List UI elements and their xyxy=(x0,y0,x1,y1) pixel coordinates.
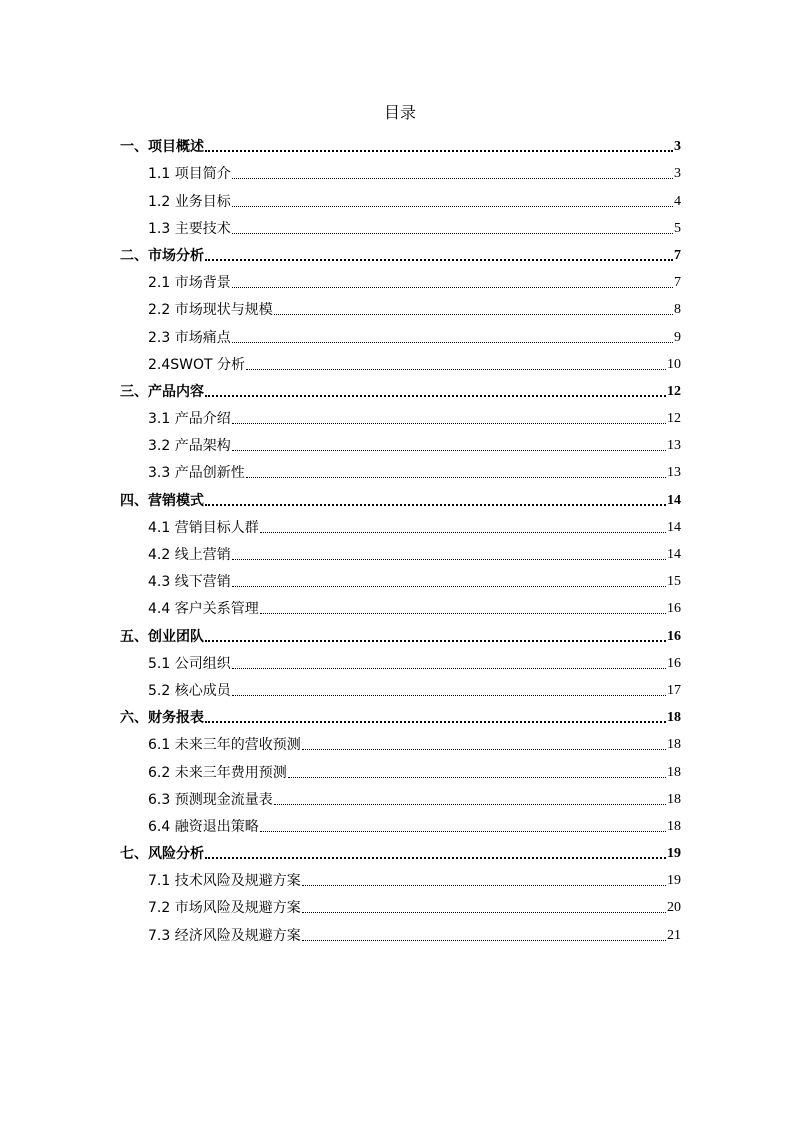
toc-entry-label: 六、财务报表 xyxy=(120,710,204,727)
toc-dot-leader xyxy=(205,640,666,642)
toc-chapter-entry[interactable] xyxy=(120,484,681,511)
toc-entry-page-number: 16 xyxy=(667,628,681,644)
toc-section-entry[interactable] xyxy=(120,784,681,811)
toc-dot-leader xyxy=(302,940,666,941)
toc-dot-leader xyxy=(302,749,666,750)
toc-chapter-entry[interactable] xyxy=(120,131,681,158)
toc-entry-page-number: 19 xyxy=(667,873,681,889)
toc-entry-page-number: 18 xyxy=(667,764,681,780)
toc-section-entry[interactable] xyxy=(120,756,681,783)
toc-entry-label: 4.1 营销目标人群 xyxy=(148,519,259,536)
toc-section-entry[interactable] xyxy=(120,539,681,566)
toc-entry-label: 6.4 融资退出策略 xyxy=(148,818,259,835)
toc-chapter-entry[interactable] xyxy=(120,620,681,647)
toc-chapter-entry[interactable] xyxy=(120,702,681,729)
toc-entry-label: 3.2 产品架构 xyxy=(148,438,231,455)
toc-dot-leader xyxy=(260,613,666,614)
toc-entry-page-number: 12 xyxy=(667,383,681,399)
toc-entry-page-number: 7 xyxy=(674,275,681,291)
toc-section-entry[interactable] xyxy=(120,294,681,321)
toc-entry-page-number: 13 xyxy=(667,465,681,481)
toc-entry-page-number: 15 xyxy=(667,574,681,590)
toc-entry-page-number: 14 xyxy=(667,492,681,508)
toc-entry-label: 2.2 市场现状与规模 xyxy=(148,302,273,319)
toc-section-entry[interactable] xyxy=(120,648,681,675)
toc-dot-leader xyxy=(232,342,673,343)
toc-entry-page-number: 10 xyxy=(667,356,681,372)
toc-entry-label: 5.2 核心成员 xyxy=(148,682,231,699)
toc-section-entry[interactable] xyxy=(120,403,681,430)
toc-entry-page-number: 19 xyxy=(667,846,681,862)
toc-entry-label: 5.1 公司组织 xyxy=(148,655,231,672)
toc-title: 目录 xyxy=(383,103,416,122)
toc-dot-leader xyxy=(232,695,666,696)
toc-entry-page-number: 17 xyxy=(667,682,681,698)
toc-entry-label: 4.2 线上营销 xyxy=(148,547,231,563)
toc-entry-page-number: 5 xyxy=(674,220,681,236)
toc-section-entry[interactable] xyxy=(120,811,681,838)
toc-entry-page-number: 3 xyxy=(674,139,681,155)
toc-dot-leader xyxy=(232,586,666,587)
toc-section-entry[interactable] xyxy=(120,457,681,484)
toc-entry-page-number: 3 xyxy=(674,166,681,182)
toc-entry-page-number: 13 xyxy=(667,438,681,454)
toc-section-entry[interactable] xyxy=(120,185,681,212)
toc-dot-leader xyxy=(205,395,666,397)
toc-entry-label: 一、项目概述 xyxy=(120,139,204,156)
toc-dot-leader xyxy=(232,233,673,234)
toc-dot-leader xyxy=(232,287,673,288)
toc-entry-label: 3.1 产品介绍 xyxy=(148,411,231,428)
toc-dot-leader xyxy=(232,668,666,669)
toc-entry-page-number: 21 xyxy=(667,927,681,943)
toc-dot-leader xyxy=(205,857,666,859)
toc-section-entry[interactable] xyxy=(120,729,681,756)
toc-dot-leader xyxy=(205,504,666,506)
toc-section-entry[interactable] xyxy=(120,158,681,185)
toc-entry-label: 4.3 线下营销 xyxy=(148,574,231,591)
toc-entry-label: 6.2 未来三年费用预测 xyxy=(148,764,287,781)
toc-entry-label: 五、创业团队 xyxy=(120,628,204,645)
toc-entry-page-number: 18 xyxy=(667,818,681,834)
toc-entry-page-number: 14 xyxy=(667,547,681,562)
toc-section-entry[interactable] xyxy=(120,675,681,702)
toc-entry-label: 4.4 客户关系管理 xyxy=(148,601,259,618)
toc-entry-page-number: 18 xyxy=(667,737,681,753)
toc-entry-label: 7.1 技术风险及规避方案 xyxy=(148,873,301,890)
toc-chapter-entry[interactable] xyxy=(120,240,681,267)
toc-dot-leader xyxy=(274,804,666,805)
toc-entry-label: 1.1 项目简介 xyxy=(148,166,231,183)
table-of-contents xyxy=(120,131,681,947)
toc-dot-leader xyxy=(232,178,673,179)
toc-entry-page-number: 18 xyxy=(667,791,681,807)
toc-entry-page-number: 8 xyxy=(674,302,681,318)
toc-entry-label: 1.3 主要技术 xyxy=(148,220,231,237)
toc-dot-leader xyxy=(232,450,666,451)
toc-section-entry[interactable] xyxy=(120,321,681,348)
toc-entry-label: 三、产品内容 xyxy=(120,383,204,400)
toc-entry-page-number: 18 xyxy=(667,710,681,726)
toc-dot-leader xyxy=(205,721,666,723)
toc-entry-label: 二、市场分析 xyxy=(120,247,204,264)
toc-dot-leader xyxy=(260,831,666,832)
toc-dot-leader xyxy=(232,559,666,560)
toc-dot-leader xyxy=(302,912,666,913)
toc-entry-page-number: 14 xyxy=(667,519,681,535)
toc-section-entry[interactable] xyxy=(120,593,681,620)
toc-entry-label: 四、营销模式 xyxy=(120,492,204,509)
toc-entry-label: 7.3 经济风险及规避方案 xyxy=(148,927,301,944)
toc-section-entry[interactable] xyxy=(120,349,681,376)
toc-entry-page-number: 12 xyxy=(667,411,681,427)
toc-section-entry[interactable] xyxy=(120,512,681,539)
toc-entry-label: 2.4SWOT 分析 xyxy=(148,356,246,373)
toc-entry-label: 7.2 市场风险及规避方案 xyxy=(148,900,301,917)
toc-chapter-entry[interactable] xyxy=(120,838,681,865)
toc-entry-label: 2.3 市场痛点 xyxy=(148,329,231,346)
toc-dot-leader xyxy=(246,369,666,370)
toc-section-entry[interactable] xyxy=(120,430,681,457)
toc-dot-leader xyxy=(302,885,666,886)
toc-dot-leader xyxy=(205,150,673,152)
toc-dot-leader xyxy=(232,206,673,207)
toc-section-entry[interactable] xyxy=(120,865,681,892)
toc-section-entry[interactable] xyxy=(120,919,681,946)
toc-entry-page-number: 7 xyxy=(674,247,681,263)
toc-entry-label: 七、风险分析 xyxy=(120,846,204,863)
toc-entry-label: 1.2 业务目标 xyxy=(148,193,231,210)
toc-section-entry[interactable] xyxy=(120,213,681,240)
toc-dot-leader xyxy=(274,314,673,315)
toc-dot-leader xyxy=(205,259,673,261)
toc-section-entry[interactable] xyxy=(120,566,681,593)
toc-entry-label: 2.1 市场背景 xyxy=(148,275,231,292)
toc-dot-leader xyxy=(288,777,666,778)
toc-entry-page-number: 4 xyxy=(674,193,681,209)
toc-entry-label: 6.1 未来三年的营收预测 xyxy=(148,737,301,754)
toc-entry-label: 3.3 产品创新性 xyxy=(148,465,245,482)
toc-section-entry[interactable] xyxy=(120,892,681,919)
toc-entry-page-number: 9 xyxy=(674,329,681,345)
toc-chapter-entry[interactable] xyxy=(120,376,681,403)
toc-dot-leader xyxy=(260,532,666,533)
toc-entry-label: 6.3 预测现金流量表 xyxy=(148,791,273,808)
toc-entry-page-number: 20 xyxy=(667,900,681,916)
toc-entry-page-number: 16 xyxy=(667,601,681,617)
toc-dot-leader xyxy=(232,423,666,424)
toc-dot-leader xyxy=(246,477,666,478)
toc-entry-page-number: 16 xyxy=(667,655,681,671)
toc-section-entry[interactable] xyxy=(120,267,681,294)
